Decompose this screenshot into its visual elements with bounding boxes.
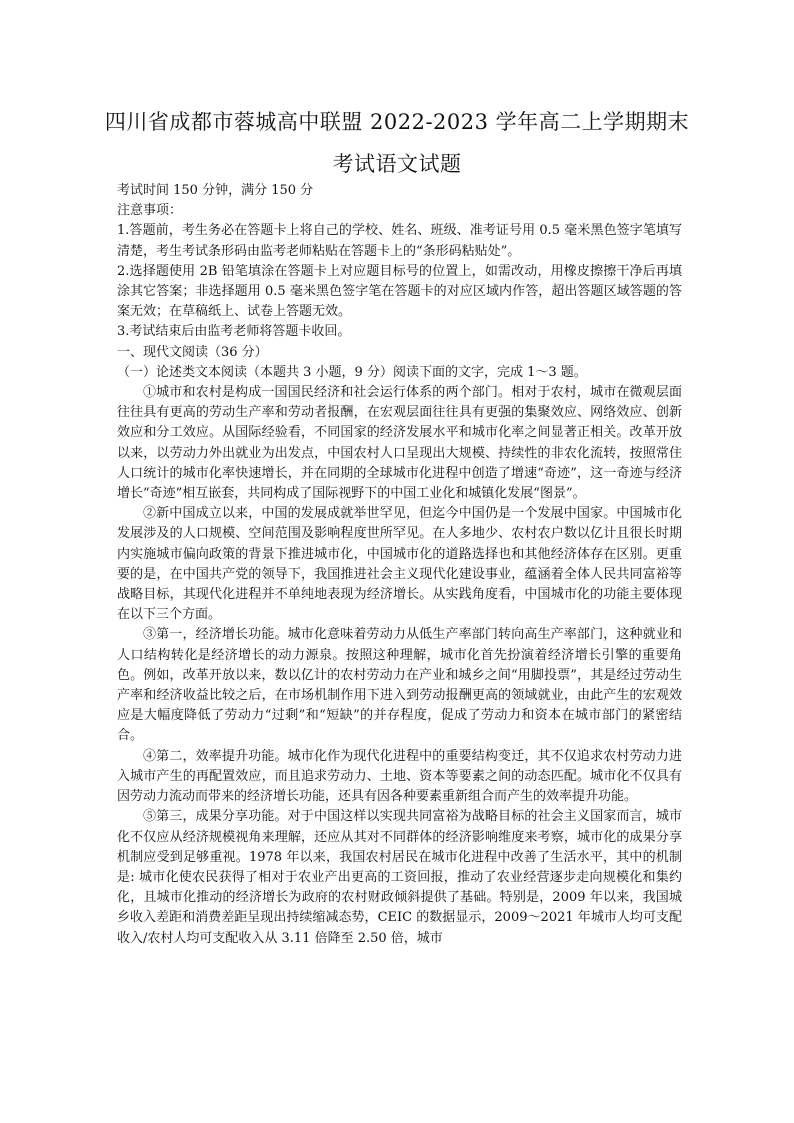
subsection-heading: （一）论述类文本阅读（本题共 3 小题，9 分）阅读下面的文字，完成 1～3 题。 xyxy=(117,364,587,380)
document-title-line1: 四川省成都市蓉城高中联盟 2022-2023 学年高二上学期期末 xyxy=(104,110,690,134)
exam-info: 考试时间 150 分钟，满分 150 分 xyxy=(117,183,314,198)
notice-heading: 注意事项： xyxy=(117,203,183,219)
document-title-line2: 考试语文试题 xyxy=(332,152,462,176)
paragraph-1: ①城市和农村是构成一国国民经济和社会运行体系的两个部门。相对于农村，城市在微观层面往往具有更高的劳动生产率和劳动者报酬，在宏观层面往往具有更强的集聚效应、网络效应、创新效应和分工效应。从国际经验看，不同国家的经济发展水平和城市化率之间显著正相关。改革开放以来，以劳动力外出就业为出发点，中国农村人口呈现出大规模、持续性的非农化流转，按照常住人口统计的城市化率快速增长，并在同期的全球城市化进程中创造了增速“奇迹”，这一奇迹与经济增长“奇迹”相互嵌套，共同构成了国际视野下的中国工业化和城镇化发展“图景”。 xyxy=(117,385,682,502)
paragraph-3: ③第一，经济增长功能。城市化意味着劳动力从低生产率部门转向高生产率部门，这种就业和人口结构转化是经济增长的动力源泉。按照这种理解，城市化首先扮演着经济增长引擎的重要角色。例如，改革开放以来，数以亿计的农村劳动力在产业和城乡之间“用脚投票”，其是经过劳动生产率和经济收益比较之后，在市场机制作用下进入到劳动报酬更高的领域就业，由此产生的宏观效应是大幅度降低了劳动力“过剩”和“短缺”的并存程度，促成了劳动力和资本在城市部门的紧密结合。 xyxy=(117,627,682,744)
notice-item: 2.选择题使用 2B 铅笔填涂在答题卡上对应题目标号的位置上，如需改动，用橡皮擦擦干净后再填涂其它答案；非选择题用 0.5 毫米黑色签字笔在答题卡的对应区域内作答，超出答题区域答题的答案无效；在草稿纸上、试卷上答题无效。 xyxy=(117,263,682,320)
document-body xyxy=(117,181,682,949)
paragraph-2: ②新中国成立以来，中国的发展成就举世罕见，但迄今中国仍是一个发展中国家。中国城市化发展涉及的人口规模、空间范围及影响程度世所罕见。在人多地少、农村农户数以亿计且很长时期内实施城市偏向政策的背景下推进城市化，中国城市化的道路选择也和其他经济体存在区别。更重要的是，在中国共产党的领导下，我国推进社会主义现代化建设事业，蕴涵着全体人民共同富裕等战略目标，其现代化进程并不单纯地表现为经济增长。从实践角度看，中国城市化的功能主要体现在以下三个方面。 xyxy=(117,506,682,623)
section-heading: 一、现代文阅读（36 分） xyxy=(117,344,268,360)
notice-item: 3.考试结束后由监考老师将答题卡收回。 xyxy=(117,324,351,340)
paragraph-4: ④第二，效率提升功能。城市化作为现代化进程中的重要结构变迁，其不仅追求农村劳动力进入城市产生的再配置效应，而且追求劳动力、土地、资本等要素之间的动态匹配。城市化不仅具有因劳动力流动而带来的经济增长功能，还具有因各种要素重新组合而产生的效率提升功能。 xyxy=(117,748,682,805)
paragraph-5: ⑤第三，成果分享功能。对于中国这样以实现共同富裕为战略目标的社会主义国家而言，城市化不仅应从经济规模视角来理解，还应从其对不同群体的经济影响维度来考察，城市化的成果分享机制应受到足够重视。1978 年以来，我国农村居民在城市化进程中改善了生活水平，其中的机制是: 城市化使农民获得了相对于农业产出更高的工资回报，推动了农业经营逐步走向规模化和集约化，且城市化推动的经济增长为政府的农村财政倾斜提供了基础。特别是，2009 年以来，我国城乡收入差距和消费差距呈现出持续缩减态势，CEIC 的数据显示，2009～2021 年城市人均可支配收入/农村人均可支配收入从 3.11 倍降至 2.50 倍，城市 xyxy=(117,809,682,946)
notice-item: 1.答题前，考生务必在答题卡上将自己的学校、姓名、班级、准考证号用 0.5 毫米黑色签字笔填写清楚，考生考试条形码由监考老师粘贴在答题卡上的“条形码粘贴处”。 xyxy=(117,223,682,259)
